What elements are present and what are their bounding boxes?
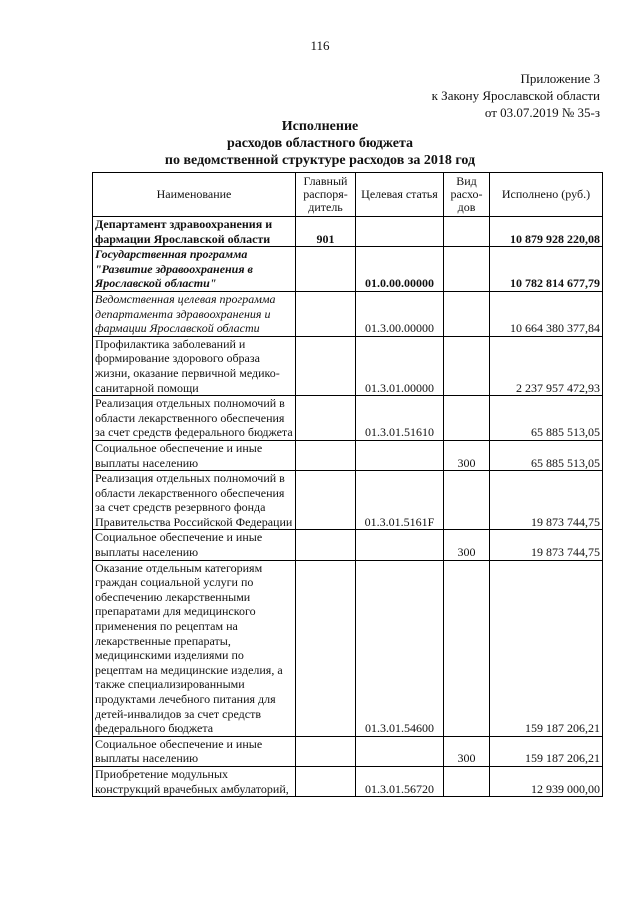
row-name: Приобретение модульных конструкций врачебных амбулаторий,: [93, 766, 296, 796]
table-row: [93, 217, 603, 247]
table-row: [93, 530, 603, 560]
header-grbs: Главный распоря-дитель: [296, 173, 356, 217]
table-row: [93, 247, 603, 292]
table-row: [93, 396, 603, 441]
row-grbs: [296, 736, 356, 766]
row-name: Государственная программа "Развитие здравоохранения в Ярославской области": [93, 247, 296, 292]
row-name: Профилактика заболеваний и формирование здорового образа жизни, оказание первичной медико-санитарной помощи: [93, 336, 296, 395]
row-amount: 65 885 513,05: [490, 440, 603, 470]
row-type: [444, 560, 490, 736]
row-target: 01.3.01.5161F: [356, 471, 444, 530]
row-grbs: [296, 530, 356, 560]
row-amount: 10 782 814 677,79: [490, 247, 603, 292]
row-grbs: [296, 247, 356, 292]
row-target: 01.3.01.51610: [356, 396, 444, 441]
row-amount: 65 885 513,05: [490, 396, 603, 441]
row-amount: 10 664 380 377,84: [490, 291, 603, 336]
title-line-2: расходов областного бюджета: [226, 136, 414, 151]
row-type: 300: [444, 736, 490, 766]
row-type: [444, 766, 490, 796]
row-type: [444, 291, 490, 336]
header-executed: Исполнено (руб.): [490, 173, 603, 217]
header-target: Целевая статья: [356, 173, 444, 217]
table-row: [93, 336, 603, 395]
row-type: [444, 471, 490, 530]
row-name: Социальное обеспечение и иные выплаты населению: [93, 440, 296, 470]
header-type: Вид расхо-дов: [444, 173, 490, 217]
row-grbs: [296, 471, 356, 530]
row-type: [444, 247, 490, 292]
row-grbs: [296, 291, 356, 336]
table-row: [93, 736, 603, 766]
row-amount: 2 237 957 472,93: [490, 336, 603, 395]
row-name: Социальное обеспечение и иные выплаты населению: [93, 530, 296, 560]
row-amount: 159 187 206,21: [490, 560, 603, 736]
table-row: [93, 471, 603, 530]
row-amount: 19 873 744,75: [490, 471, 603, 530]
row-amount: 10 879 928 220,08: [490, 217, 603, 247]
row-grbs: 901: [296, 217, 356, 247]
page-number: 116: [310, 38, 330, 53]
row-grbs: [296, 440, 356, 470]
row-target: 01.3.01.54600: [356, 560, 444, 736]
appendix-reference: [432, 70, 600, 121]
row-amount: 19 873 744,75: [490, 530, 603, 560]
title-line-3: по ведомственной структуре расходов за 2018 год: [164, 153, 476, 168]
row-target: 01.3.01.00000: [356, 336, 444, 395]
row-grbs: [296, 336, 356, 395]
appendix-line-3: от 03.07.2019 № 35-з: [484, 105, 600, 120]
row-target: [356, 530, 444, 560]
row-grbs: [296, 396, 356, 441]
table-row: [93, 560, 603, 736]
row-type: 300: [444, 440, 490, 470]
appendix-line-1: Приложение 3: [520, 71, 600, 86]
row-type: [444, 396, 490, 441]
row-type: [444, 217, 490, 247]
row-name: Реализация отдельных полномочий в области лекарственного обеспечения за счет средств резервного фонда Правительства Российской Федерации: [93, 471, 296, 530]
row-amount: 159 187 206,21: [490, 736, 603, 766]
title-line-1: Исполнение: [281, 119, 359, 134]
row-type: 300: [444, 530, 490, 560]
row-name: Ведомственная целевая программа департамента здравоохранения и фармации Ярославской области: [93, 291, 296, 336]
row-name: Оказание отдельным категориям граждан социальной услуги по обеспечению лекарственными препаратами для медицинского применения по рецептам на лекарственные препараты, медицинскими изделиями по рецептам на медицинские изделия, а также специализированными продуктами лечебного питания для детей-инвалидов за счет средств федерального бюджета: [93, 560, 296, 736]
table-row: [93, 766, 603, 796]
row-name: Реализация отдельных полномочий в области лекарственного обеспечения за счет средств федерального бюджета: [93, 396, 296, 441]
row-target: 01.0.00.00000: [356, 247, 444, 292]
expenditure-table: [92, 172, 603, 797]
document-title: [0, 118, 640, 169]
table-header-row: [93, 173, 603, 217]
row-name: Социальное обеспечение и иные выплаты населению: [93, 736, 296, 766]
row-grbs: [296, 560, 356, 736]
row-grbs: [296, 766, 356, 796]
row-target: 01.3.00.00000: [356, 291, 444, 336]
row-target: [356, 217, 444, 247]
row-target: [356, 440, 444, 470]
appendix-line-2: к Закону Ярославской области: [431, 88, 600, 103]
table-row: [93, 291, 603, 336]
row-type: [444, 336, 490, 395]
row-target: 01.3.01.56720: [356, 766, 444, 796]
header-name: Наименование: [93, 173, 296, 217]
row-name: Департамент здравоохранения и фармации Ярославской области: [93, 217, 296, 247]
row-target: [356, 736, 444, 766]
table-row: [93, 440, 603, 470]
row-amount: 12 939 000,00: [490, 766, 603, 796]
